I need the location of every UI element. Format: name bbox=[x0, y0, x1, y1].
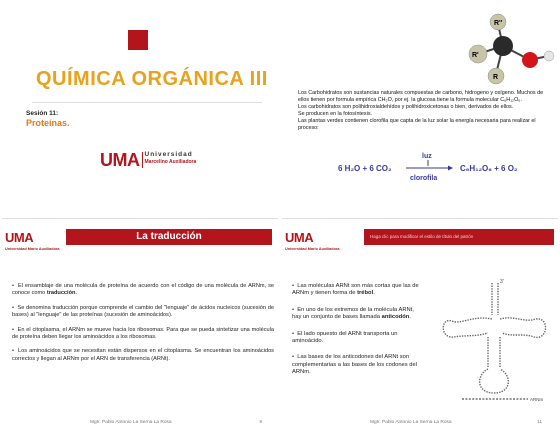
bullet-text: Los aminoácidos que se necesitan están dispersos en el citoplasma. Se encuentran los aminoácidos correctos y llegan al ARNm por el ARN de transferencia (ARNt). bbox=[12, 348, 274, 362]
bullet-bold: anticodón bbox=[381, 314, 410, 321]
molecule-model-image bbox=[458, 4, 556, 90]
uma-logo-text: UMA bbox=[100, 150, 140, 170]
page-number: 9 bbox=[259, 420, 262, 425]
uma-mario: Marcelino Auxiliadora bbox=[144, 158, 197, 165]
bullet-item: • En uno de los extremos de la molécula ARNt, hay un conjunto de bases llamada anticodón. bbox=[292, 306, 414, 321]
uma-logo-small bbox=[285, 229, 340, 251]
slide-title: La traducción bbox=[136, 231, 202, 242]
uma-logo-text: UMA bbox=[285, 230, 314, 245]
bullet-list bbox=[12, 283, 274, 370]
session-topic: Proteínas. bbox=[26, 118, 70, 128]
bullet-text-end: . bbox=[409, 314, 411, 321]
equation-products: C₆H₁₂O₆ + 6 O₂ bbox=[460, 164, 518, 173]
bullet-text: El lado opuesto del ARNt transporta un aminoácido. bbox=[292, 330, 398, 345]
slide-2-carbohidratos[interactable] bbox=[282, 2, 558, 212]
bullet-text: El ensamblaje de una molécula de proteína de acuerdo con el código de una molécula de ARNm, se conoce como bbox=[12, 283, 274, 297]
bullet-text: Se denomina traducción porque comprende el cambio del "lenguaje" de ácidos nucleicos (sucesión de bases) al "lenguaje" de las proteínas (sucesión de aminoácidos). bbox=[12, 304, 274, 319]
trna-cloverleaf-diagram bbox=[432, 275, 552, 405]
uma-logo-text: UMA bbox=[5, 230, 34, 245]
page-number: 11 bbox=[537, 420, 542, 425]
bullet-text-end: . bbox=[75, 290, 77, 297]
paragraph-line: Las plantas verdes contienen clorofila que capta de la luz solar la energía necesaria para realizar el proceso: bbox=[298, 118, 536, 131]
slide-3-traduccion[interactable] bbox=[2, 218, 278, 431]
uma-logo-sub: Universidad Mario Auxiliadora bbox=[5, 247, 60, 251]
uma-logo-small bbox=[5, 229, 60, 251]
carbohidratos-paragraph bbox=[298, 90, 548, 132]
bullet-item: • El lado opuesto del ARNt transporta un aminoácido. bbox=[292, 330, 398, 345]
bullet-text: En uno de los extremos de la molécula ARNt, hay un conjunto de bases llamada bbox=[292, 306, 414, 321]
bullet-list bbox=[292, 283, 420, 386]
slide-footer: Mgtr. Pablo Antonio La Serna La Rosa bbox=[370, 420, 452, 425]
slide-header-bar[interactable] bbox=[364, 229, 554, 245]
paragraph-line: Se producen en la fotosíntesis. bbox=[298, 111, 373, 117]
bullet-text: Las bases de los anticodones del ARNt son complementarias a las bases de los codones del ARNm. bbox=[292, 354, 418, 376]
slide-4-arnt[interactable] bbox=[282, 218, 558, 431]
trna-label-3prime: 3' bbox=[500, 279, 504, 285]
uma-logo bbox=[100, 150, 196, 171]
course-title: QUÍMICA ORGÁNICA III bbox=[36, 68, 268, 90]
bullet-item: • Los aminoácidos que se necesitan están dispersos en el citoplasma. Se encuentran los aminoácidos correctos y llegan al ARNm por el ARN de transferencia (ARNt). bbox=[12, 348, 274, 362]
bullet-text-end: . bbox=[373, 290, 375, 297]
uma-logo-sub: Universidad Mario Auxiliadora bbox=[285, 247, 340, 251]
paragraph-line: Los carbohidratos son polihidroxialdehídos y polihidroxicetonas o bien, derivados de ellos. bbox=[298, 104, 514, 110]
photosynthesis-equation bbox=[336, 150, 536, 186]
bullet-text: En el citoplasma, el ARNm se mueve hacia los ribosomas. Para que se pueda sintetizar una molécula de proteína deben llegar los aminoácidos a los ribosomas. bbox=[12, 326, 274, 341]
uma-universidad: Universidad bbox=[144, 151, 193, 158]
molecule-label-r2: R' bbox=[472, 52, 479, 59]
equation-above-label: luz bbox=[422, 153, 432, 160]
title-placeholder[interactable]: Haga clic para modificar el estilo de título del patrón bbox=[370, 234, 474, 239]
trna-label-arnm: ARNm bbox=[530, 397, 544, 402]
molecule-label-r3: R'' bbox=[494, 20, 503, 27]
session-label: Sesión 11: bbox=[26, 110, 59, 117]
molecule-label-r1: R bbox=[493, 74, 499, 81]
slide-footer: Mgtr. Pablo Antonio La Serna La Rosa bbox=[90, 420, 172, 425]
slide-1-title[interactable] bbox=[2, 2, 278, 212]
bullet-item: • Las moléculas ARNt son más cortas que las de ARNm y tienen forma de trébol. bbox=[292, 283, 419, 297]
bullet-text: Las moléculas ARNt son más cortas que las de ARNm y tienen forma de bbox=[292, 283, 419, 297]
bullet-item: • Las bases de los anticodones del ARNt son complementarias a las bases de los codones del ARNm. bbox=[292, 354, 418, 376]
equation-reactants: 6 H₂O + 6 CO₂ bbox=[338, 164, 392, 173]
bullet-item: • El ensamblaje de una molécula de proteína de acuerdo con el código de una molécula de ARNm, se conoce como traducción. bbox=[12, 283, 274, 297]
bullet-bold: traducción bbox=[46, 290, 76, 297]
divider bbox=[32, 102, 262, 103]
bullet-bold: trébol bbox=[357, 290, 374, 297]
bullet-item: • Se denomina traducción porque comprende el cambio del "lenguaje" de ácidos nucleicos (sucesión de bases) al "lenguaje" de las proteínas (sucesión de aminoácidos). bbox=[12, 304, 274, 319]
slide-header-bar bbox=[66, 229, 272, 245]
red-square-logo bbox=[128, 30, 148, 50]
equation-below-label: clorofila bbox=[410, 175, 438, 182]
paragraph-line: Los Carbohidratos son sustancias naturales compuestas de carbono, hidrogeno y oxígeno. Muchos de ellos tienen por formula empírica CH₂O, por ej. la glucosa tiene la formula molecular C₆H₁₂O₆. bbox=[298, 90, 544, 103]
bullet-item: • En el citoplasma, el ARNm se mueve hacia los ribosomas. Para que se pueda sintetizar una molécula de proteína deben llegar los aminoácidos a los ribosomas. bbox=[12, 326, 274, 341]
